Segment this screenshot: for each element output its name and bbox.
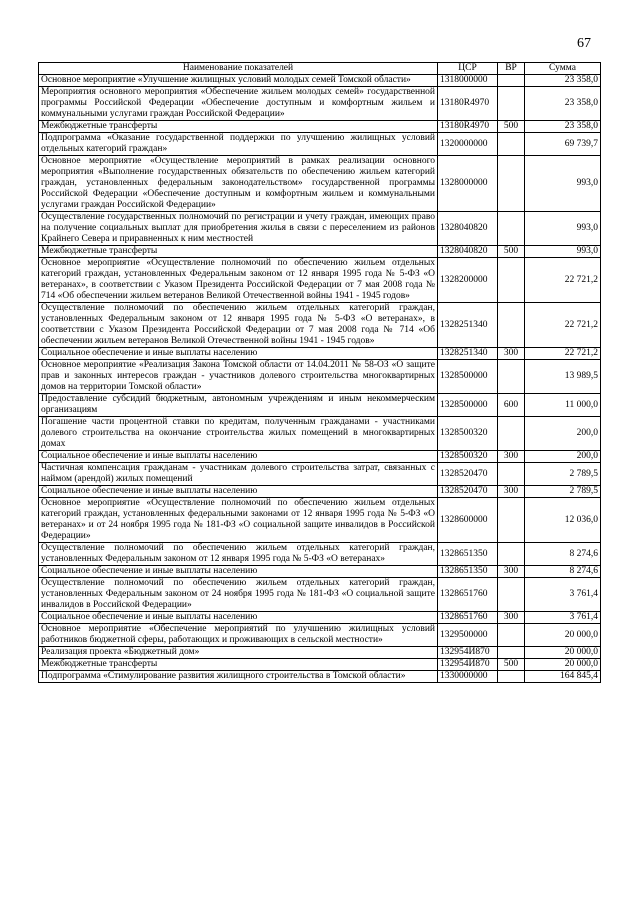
cell-vr [498,671,525,683]
cell-csr: 1328000000 [438,156,498,212]
cell-vr [498,133,525,156]
cell-name: Подпрограмма «Стимулирование развития жилищного строительства в Томской области» [39,671,438,683]
cell-name: Социальное обеспечение и иные выплаты населению [39,612,438,624]
cell-vr [498,360,525,394]
cell-vr: 300 [498,486,525,498]
cell-sum: 23 358,0 [525,121,601,133]
cell-csr: 1328251340 [438,348,498,360]
cell-vr: 300 [498,566,525,578]
cell-csr: 1328500000 [438,360,498,394]
cell-sum: 200,0 [525,451,601,463]
table-row [39,303,601,348]
cell-csr: 132954И870 [438,659,498,671]
cell-vr [498,156,525,212]
cell-vr: 300 [498,348,525,360]
header-sum: Сумма [525,63,601,75]
cell-sum: 200,0 [525,417,601,451]
cell-sum: 2 789,5 [525,463,601,486]
page-number: 67 [577,36,591,51]
cell-csr: 1328500000 [438,394,498,417]
cell-name: Межбюджетные трансферты [39,659,438,671]
header-vr: ВР [498,63,525,75]
table-row [39,566,601,578]
table-row [39,258,601,303]
cell-name: Погашение части процентной ставки по кредитам, полученным гражданами - участниками долевого строительства на окончание строительства жилых помещений в многоквартирных домах [39,417,438,451]
cell-sum: 23 358,0 [525,75,601,87]
table-row [39,671,601,683]
cell-sum: 8 274,6 [525,566,601,578]
table-row [39,394,601,417]
cell-sum: 20 000,0 [525,647,601,659]
cell-name: Основное мероприятие «Обеспечение мероприятий по улучшению жилищных условий работников бюджетной сферы, работающих и проживающих в сельской местности» [39,624,438,647]
cell-vr [498,303,525,348]
cell-vr: 500 [498,121,525,133]
cell-csr: 1328651760 [438,612,498,624]
cell-sum: 12 036,0 [525,498,601,543]
cell-name: Основное мероприятие «Осуществление мероприятий в рамках реализации основного мероприятия «Выполнение государственных обязательств по обеспечению жильем категорий граждан, установленных федеральным законодательством» государственной программы Российской Федерации «Обеспечение доступным и комфортным жильем и коммунальными услугами граждан Российской Федерации» [39,156,438,212]
cell-csr: 13180R4970 [438,87,498,121]
cell-vr [498,417,525,451]
table-row [39,659,601,671]
table-row [39,417,601,451]
cell-csr: 1328520470 [438,463,498,486]
table-row [39,87,601,121]
cell-vr [498,87,525,121]
cell-csr: 1328651760 [438,578,498,612]
cell-name: Осуществление полномочий по обеспечению жильем отдельных категорий граждан, установленных Федеральным законом от 12 января 1995 года № 5-ФЗ «О ветеранах», в соответствии с Указом Президента Российской Федерации от 7 мая 2008 года № 714 «Об обеспечении жильем ветеранов Великой Отечественной войны 1941 - 1945 годов» [39,303,438,348]
cell-csr: 1328500320 [438,451,498,463]
cell-vr: 600 [498,394,525,417]
table-row [39,246,601,258]
header-name: Наименование показателей [39,63,438,75]
cell-vr: 300 [498,451,525,463]
cell-name: Социальное обеспечение и иные выплаты населению [39,451,438,463]
cell-vr [498,498,525,543]
cell-sum: 993,0 [525,156,601,212]
cell-csr: 1328040820 [438,212,498,246]
cell-csr: 1328200000 [438,258,498,303]
cell-sum: 3 761,4 [525,578,601,612]
cell-sum: 22 721,2 [525,258,601,303]
cell-vr [498,463,525,486]
cell-sum: 13 989,5 [525,360,601,394]
table-row [39,451,601,463]
table-row [39,156,601,212]
table-row [39,578,601,612]
cell-csr: 1318000000 [438,75,498,87]
cell-vr [498,75,525,87]
cell-csr: 1329500000 [438,624,498,647]
cell-csr: 1330000000 [438,671,498,683]
cell-vr [498,212,525,246]
cell-sum: 23 358,0 [525,87,601,121]
cell-csr: 1320000000 [438,133,498,156]
cell-sum: 993,0 [525,212,601,246]
cell-name: Основное мероприятие «Осуществление полномочий по обеспечению жильем отдельных категорий граждан, установленных Федеральным законом от 12 января 1995 года № 5-ФЗ «О ветеранах», в соответствии с Указом Президента Российской Федерации от 7 мая 2008 года № 714 «Об обеспечении жильем ветеранов Великой Отечественной войны 1941 - 1945 годов» [39,258,438,303]
cell-csr: 1328520470 [438,486,498,498]
cell-sum: 8 274,6 [525,543,601,566]
table-row [39,624,601,647]
cell-sum: 69 739,7 [525,133,601,156]
cell-sum: 993,0 [525,246,601,258]
budget-table [38,62,601,683]
cell-name: Социальное обеспечение и иные выплаты населению [39,566,438,578]
table-row [39,612,601,624]
cell-csr: 1328651350 [438,566,498,578]
cell-csr: 1328600000 [438,498,498,543]
table-row [39,348,601,360]
cell-name: Мероприятия основного мероприятия «Обеспечение жильем молодых семей» государственной программы Российской Федерации «Обеспечение доступным и комфортным жильем и коммунальными услугами граждан Российской Федерации» [39,87,438,121]
cell-sum: 11 000,0 [525,394,601,417]
cell-sum: 2 789,5 [525,486,601,498]
cell-csr: 1328040820 [438,246,498,258]
cell-vr [498,543,525,566]
cell-csr: 1328500320 [438,417,498,451]
cell-csr: 13180R4970 [438,121,498,133]
cell-name: Основное мероприятие «Реализация Закона Томской области от 14.04.2011 № 58-ОЗ «О защите прав и законных интересов граждан - участников долевого строительства многоквартирных домов на территории Томской области» [39,360,438,394]
cell-name: Осуществление полномочий по обеспечению жильем отдельных категорий граждан, установленных Федеральным законом от 24 ноября 1995 года № 181-ФЗ «О социальной защите инвалидов в Российской Федерации» [39,578,438,612]
table-row [39,212,601,246]
cell-name: Подпрограмма «Оказание государственной поддержки по улучшению жилищных условий отдельных категорий граждан» [39,133,438,156]
cell-vr [498,258,525,303]
cell-sum: 22 721,2 [525,303,601,348]
table-row [39,121,601,133]
cell-sum: 20 000,0 [525,624,601,647]
cell-name: Основное мероприятие «Осуществление полномочий по обеспечению жильем отдельных категорий граждан, установленных федеральными законами от 12 января 1995 года № 5-ФЗ «О ветеранах» и от 24 ноября 1995 года № 181-ФЗ «О социальной защите инвалидов в Российской Федерации» [39,498,438,543]
cell-name: Осуществление государственных полномочий по регистрации и учету граждан, имеющих право на получение социальных выплат для приобретения жилья в связи с переселением из районов Крайнего Севера и приравненных к ним местностей [39,212,438,246]
cell-name: Предоставление субсидий бюджетным, автономным учреждениям и иным некоммерческим организациям [39,394,438,417]
table-row [39,647,601,659]
cell-vr [498,624,525,647]
cell-name: Частичная компенсация гражданам - участникам долевого строительства затрат, связанных с наймом (арендой) жилых помещений [39,463,438,486]
cell-sum: 164 845,4 [525,671,601,683]
cell-vr: 300 [498,612,525,624]
cell-name: Социальное обеспечение и иные выплаты населению [39,348,438,360]
cell-name: Основное мероприятие «Улучшение жилищных условий молодых семей Томской области» [39,75,438,87]
table-row [39,75,601,87]
table-row [39,133,601,156]
table-header-row [39,63,601,75]
cell-name: Социальное обеспечение и иные выплаты населению [39,486,438,498]
cell-vr [498,578,525,612]
cell-vr: 500 [498,246,525,258]
cell-csr: 1328251340 [438,303,498,348]
table-row [39,486,601,498]
table-row [39,498,601,543]
cell-csr: 1328651350 [438,543,498,566]
cell-sum: 3 761,4 [525,612,601,624]
table-row [39,360,601,394]
cell-name: Осуществление полномочий по обеспечению жильем отдельных категорий граждан, установленных Федеральным законом от 12 января 1995 года № 5-ФЗ «О ветеранах» [39,543,438,566]
cell-name: Межбюджетные трансферты [39,246,438,258]
table-row [39,543,601,566]
cell-sum: 20 000,0 [525,659,601,671]
cell-sum: 22 721,2 [525,348,601,360]
cell-vr [498,647,525,659]
table-row [39,463,601,486]
cell-name: Межбюджетные трансферты [39,121,438,133]
cell-vr: 500 [498,659,525,671]
cell-csr: 132954И870 [438,647,498,659]
cell-name: Реализация проекта «Бюджетный дом» [39,647,438,659]
header-csr: ЦСР [438,63,498,75]
